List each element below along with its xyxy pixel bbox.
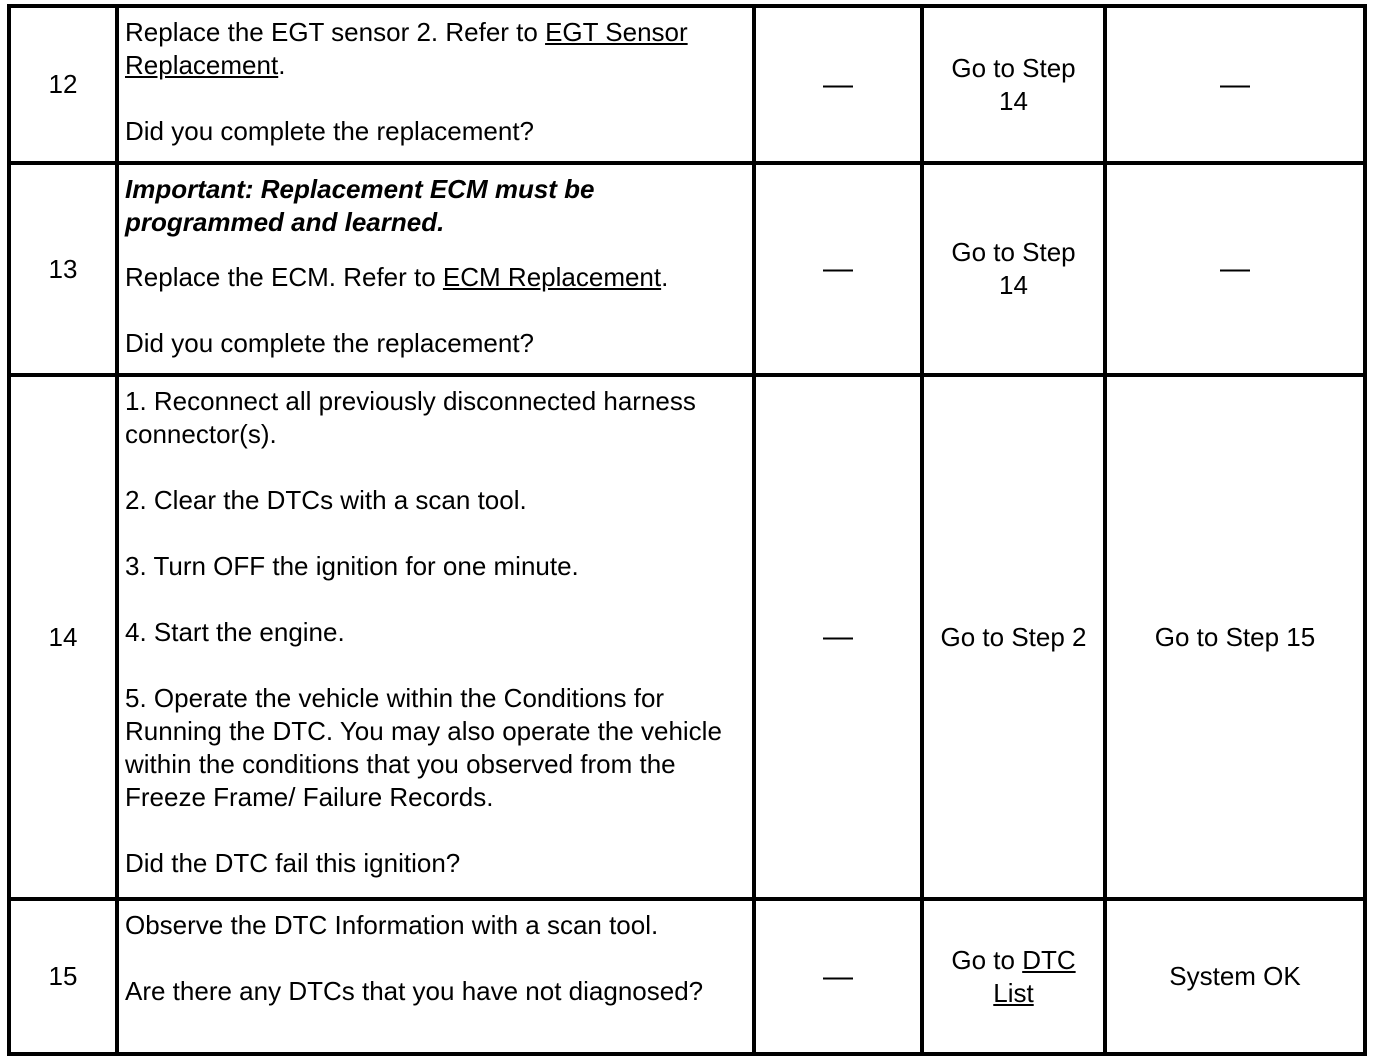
ecm-replacement-link[interactable]: ECM Replacement bbox=[442, 262, 662, 292]
yes-cell: Go to Step 14 bbox=[922, 6, 1105, 163]
no-cell bbox=[1105, 163, 1365, 375]
no-dash: — bbox=[1220, 252, 1250, 285]
action-cell bbox=[117, 899, 754, 1054]
no-dash: — bbox=[1220, 67, 1250, 101]
value-cell bbox=[754, 375, 922, 899]
no-cell: Go to Step 15 bbox=[1105, 375, 1365, 899]
action-text: Observe the DTC Information with a scan tool. bbox=[125, 910, 659, 940]
substep-3: 3. Turn OFF the ignition for one minute. bbox=[125, 551, 579, 581]
substep-2: 2. Clear the DTCs with a scan tool. bbox=[125, 485, 527, 515]
step-number: 15 bbox=[9, 899, 117, 1054]
no-cell: System OK bbox=[1105, 899, 1365, 1054]
egt-sensor-replacement-link[interactable]: EGT Sensor Replacement bbox=[125, 17, 688, 80]
value-cell bbox=[754, 899, 922, 1054]
table-row bbox=[9, 163, 1365, 375]
diagnostic-steps-table bbox=[7, 4, 1367, 1056]
table-row bbox=[9, 375, 1365, 899]
question-text: Did you complete the replacement? bbox=[125, 328, 535, 358]
substep-5: 5. Operate the vehicle within the Conditions for Running the DTC. You may also operate the vehicle within the conditions that you observed from the Freeze Frame/ Failure Records. bbox=[125, 683, 722, 812]
table-row bbox=[9, 6, 1365, 163]
yes-cell: Go to Step 14 bbox=[922, 163, 1105, 375]
dtc-list-link[interactable]: DTC List bbox=[993, 944, 1076, 1008]
no-cell bbox=[1105, 6, 1365, 163]
yes-cell: Go to Step 2 bbox=[922, 375, 1105, 899]
action-text: Replace the ECM. Refer to ECM Replacement. bbox=[125, 262, 669, 292]
action-text: Replace the EGT sensor 2. Refer to EGT Sensor Replacement. bbox=[125, 17, 688, 80]
value-dash: — bbox=[823, 620, 853, 653]
yes-cell: Go to DTC List bbox=[922, 899, 1105, 1054]
question-text: Did you complete the replacement? bbox=[125, 116, 535, 146]
value-cell bbox=[754, 6, 922, 163]
value-cell bbox=[754, 163, 922, 375]
question-text: Did the DTC fail this ignition? bbox=[125, 848, 461, 878]
table-row bbox=[9, 899, 1365, 1054]
step-number: 14 bbox=[9, 375, 117, 899]
substep-1: 1. Reconnect all previously disconnected harness connector(s). bbox=[125, 386, 696, 449]
action-cell bbox=[117, 6, 754, 163]
step-number: 13 bbox=[9, 163, 117, 375]
substep-4: 4. Start the engine. bbox=[125, 617, 345, 647]
action-cell bbox=[117, 163, 754, 375]
value-dash: — bbox=[823, 959, 853, 993]
value-dash: — bbox=[823, 67, 853, 101]
value-dash: — bbox=[823, 252, 853, 285]
question-text: Are there any DTCs that you have not diagnosed? bbox=[125, 976, 704, 1006]
action-cell bbox=[117, 375, 754, 899]
important-note: Important: Replacement ECM must be programmed and learned. bbox=[125, 174, 595, 237]
step-number: 12 bbox=[9, 6, 117, 163]
